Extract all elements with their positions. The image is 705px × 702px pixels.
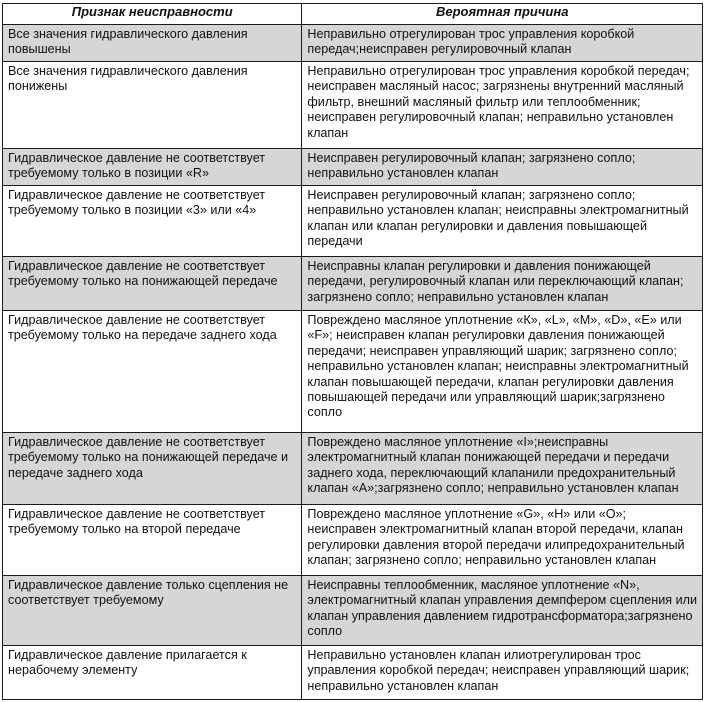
cause-cell: Неправильно отрегулирован трос управления коробкой передач;неисправен регулировочный клапан	[302, 25, 703, 62]
table-row	[3, 25, 703, 62]
cause-cell: Неисправен регулировочный клапан; загрязнено сопло; неправильно установлен клапан	[302, 149, 703, 186]
symptom-cell: Гидравлическое давление прилагается к нерабочему элементу	[3, 646, 302, 700]
cause-cell: Повреждено масляное уплотнение «I»;неисправны электромагнитный клапан понижающей передачи и передачи заднего хода, переключающий клапанили предохранительный клапан «А»;загрязнено сопло; неправильно установлен клапан	[302, 433, 703, 505]
symptom-cell: Гидравлическое давление не соответствует требуемому только на второй передаче	[3, 505, 302, 576]
symptom-cell: Гидравлическое давление не соответствует требуемому только на понижающей передаче	[3, 257, 302, 311]
table-row	[3, 149, 703, 186]
header-cause: Вероятная причина	[302, 4, 703, 25]
cause-cell: Неисправны клапан регулировки и давления понижающей передачи, регулировочный клапан или переключающий клапан; загрязнено сопло; неправильно установлен клапан	[302, 257, 703, 311]
cause-cell: Неправильно установлен клапан илиотрегулирован трос управления коробкой передач; неисправен управляющий шарик; неправильно установлен клапан	[302, 646, 703, 700]
table-row	[3, 646, 703, 700]
cause-cell: Неисправен регулировочный клапан; загрязнено сопло; неправильно установлен клапан; неисправны электромагнитный клапан или клапан регулировки и давления повышающей передачи	[302, 186, 703, 257]
table-row	[3, 576, 703, 646]
header-symptom: Признак неисправности	[3, 4, 302, 25]
table-row	[3, 505, 703, 576]
table-row	[3, 257, 703, 311]
cause-cell: Повреждено масляное уплотнение «К», «L», «М», «D», «Е» или «F»; неисправен клапан регулировки давления понижающей передачи; неисправен управляющий шарик; загрязнено сопло; неправильно установлен клапан; неисправны электромагнитный клапан повышающей передачи, клапан регулировки давления повышающей передачи или управляющий шарик;загрязнено сопло	[302, 311, 703, 433]
symptom-cell: Гидравлическое давление не соответствует требуемому только на понижающей передаче и передаче заднего хода	[3, 433, 302, 505]
table-header-row	[3, 4, 703, 25]
table-row	[3, 311, 703, 433]
table-row	[3, 186, 703, 257]
symptom-cell: Все значения гидравлического давления повышены	[3, 25, 302, 62]
symptom-cell: Гидравлическое давление не соответствует требуемому только в позиции «R»	[3, 149, 302, 186]
cause-cell: Неправильно отрегулирован трос управления коробкой передач; неисправен масляный насос; загрязнены внутренний масляный фильтр, внешний масляный фильтр или теплообменник; неисправен регулировочный клапан; неправильно установлен клапан	[302, 62, 703, 149]
cause-cell: Неисправны теплообменник, масляное уплотнение «N», электромагнитный клапан управления демпфером сцепления или клапан управления давлением гидротрансформатора;загрязнено сопло	[302, 576, 703, 646]
symptom-cell: Гидравлическое давление только сцепления не соответствует требуемому	[3, 576, 302, 646]
symptom-cell: Гидравлическое давление не соответствует требуемому только на передаче заднего хода	[3, 311, 302, 433]
table-row	[3, 62, 703, 149]
table-row	[3, 433, 703, 505]
symptom-cell: Все значения гидравлического давления понижены	[3, 62, 302, 149]
cause-cell: Повреждено масляное уплотнение «G», «Н» или «О»; неисправен электромагнитный клапан второй передачи, клапан регулировки давления второй передачи илипредохранительный клапан; загрязнено сопло; неправильно установлен клапан	[302, 505, 703, 576]
symptom-cell: Гидравлическое давление не соответствует требуемому только в позиции «3» или «4»	[3, 186, 302, 257]
fault-table	[2, 3, 703, 700]
